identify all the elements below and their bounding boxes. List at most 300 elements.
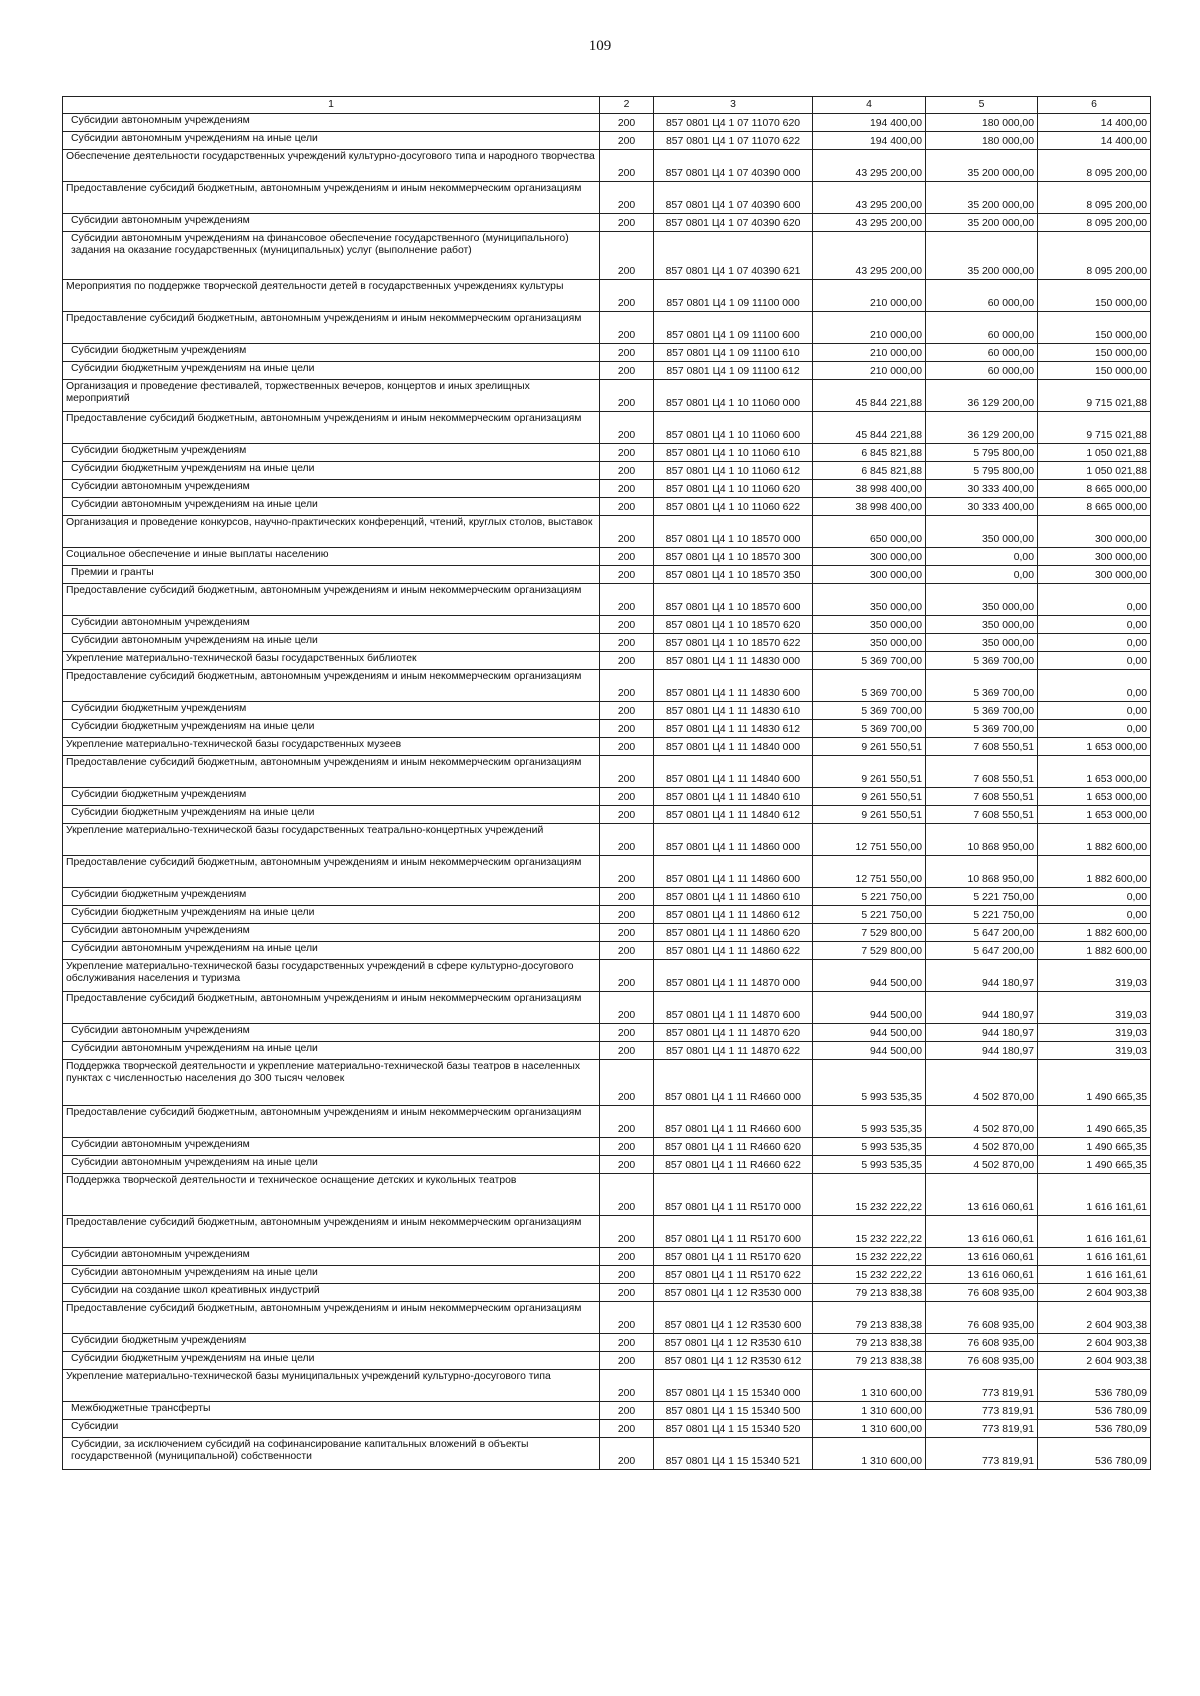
row-name-cell: Организация и проведение фестивалей, торжественных вечеров, концертов и иных зрелищных мероприятий bbox=[63, 380, 600, 412]
row-col4-value: 1 310 600,00 bbox=[813, 1402, 926, 1420]
row-code-cell: 857 0801 Ц4 1 10 18570 600 bbox=[654, 584, 813, 616]
table-row bbox=[63, 362, 1151, 380]
row-col2-cell: 200 bbox=[600, 806, 654, 824]
row-col6-value: 8 665 000,00 bbox=[1038, 498, 1151, 516]
row-name-cell: Предоставление субсидий бюджетным, автономным учреждениям и иным некоммерческим организациям bbox=[63, 992, 600, 1024]
row-col2-cell: 200 bbox=[600, 616, 654, 634]
table-row bbox=[63, 182, 1151, 214]
row-col5-value: 5 369 700,00 bbox=[926, 670, 1038, 702]
row-code-cell: 857 0801 Ц4 1 15 15340 521 bbox=[654, 1438, 813, 1470]
row-col5-value: 4 502 870,00 bbox=[926, 1138, 1038, 1156]
row-name-cell: Предоставление субсидий бюджетным, автономным учреждениям и иным некоммерческим организациям bbox=[63, 1106, 600, 1138]
row-col2-cell: 200 bbox=[600, 182, 654, 214]
row-name-cell: Предоставление субсидий бюджетным, автономным учреждениям и иным некоммерческим организациям bbox=[63, 584, 600, 616]
table-row bbox=[63, 702, 1151, 720]
row-code-cell: 857 0801 Ц4 1 10 18570 350 bbox=[654, 566, 813, 584]
row-name-cell: Межбюджетные трансферты bbox=[63, 1402, 600, 1420]
row-col6-value: 0,00 bbox=[1038, 720, 1151, 738]
row-col4-value: 350 000,00 bbox=[813, 634, 926, 652]
row-col4-value: 210 000,00 bbox=[813, 344, 926, 362]
table-row bbox=[63, 738, 1151, 756]
row-col4-value: 944 500,00 bbox=[813, 1024, 926, 1042]
row-col5-value: 36 129 200,00 bbox=[926, 412, 1038, 444]
row-col2-cell: 200 bbox=[600, 670, 654, 702]
row-col5-value: 35 200 000,00 bbox=[926, 182, 1038, 214]
row-code-cell: 857 0801 Ц4 1 11 14860 600 bbox=[654, 856, 813, 888]
table-body bbox=[63, 114, 1151, 1470]
row-col4-value: 1 310 600,00 bbox=[813, 1438, 926, 1470]
row-name-cell: Социальное обеспечение и иные выплаты населению bbox=[63, 548, 600, 566]
row-col5-value: 5 369 700,00 bbox=[926, 702, 1038, 720]
row-col4-value: 12 751 550,00 bbox=[813, 856, 926, 888]
row-col5-value: 350 000,00 bbox=[926, 516, 1038, 548]
row-col5-value: 60 000,00 bbox=[926, 280, 1038, 312]
row-col4-value: 79 213 838,38 bbox=[813, 1352, 926, 1370]
row-col5-value: 7 608 550,51 bbox=[926, 788, 1038, 806]
table-row bbox=[63, 906, 1151, 924]
row-col6-value: 9 715 021,88 bbox=[1038, 380, 1151, 412]
row-code-cell: 857 0801 Ц4 1 10 11060 000 bbox=[654, 380, 813, 412]
row-col5-value: 76 608 935,00 bbox=[926, 1334, 1038, 1352]
row-name-cell: Укрепление материально-технической базы государственных музеев bbox=[63, 738, 600, 756]
table-row bbox=[63, 480, 1151, 498]
row-col4-value: 79 213 838,38 bbox=[813, 1284, 926, 1302]
row-code-cell: 857 0801 Ц4 1 11 14840 610 bbox=[654, 788, 813, 806]
row-col4-value: 79 213 838,38 bbox=[813, 1302, 926, 1334]
row-col4-value: 5 993 535,35 bbox=[813, 1138, 926, 1156]
row-col4-value: 45 844 221,88 bbox=[813, 412, 926, 444]
row-col2-cell: 200 bbox=[600, 924, 654, 942]
row-name-cell: Субсидии bbox=[63, 1420, 600, 1438]
table-row bbox=[63, 1284, 1151, 1302]
row-col6-value: 1 616 161,61 bbox=[1038, 1216, 1151, 1248]
row-code-cell: 857 0801 Ц4 1 10 18570 000 bbox=[654, 516, 813, 548]
row-col6-value: 0,00 bbox=[1038, 616, 1151, 634]
table-row bbox=[63, 1302, 1151, 1334]
row-col4-value: 5 993 535,35 bbox=[813, 1106, 926, 1138]
row-col2-cell: 200 bbox=[600, 756, 654, 788]
column-header-5: 5 bbox=[926, 97, 1038, 114]
row-col5-value: 350 000,00 bbox=[926, 634, 1038, 652]
row-col6-value: 536 780,09 bbox=[1038, 1420, 1151, 1438]
row-col5-value: 5 795 800,00 bbox=[926, 462, 1038, 480]
row-name-cell: Предоставление субсидий бюджетным, автономным учреждениям и иным некоммерческим организациям bbox=[63, 1216, 600, 1248]
row-name-cell: Субсидии автономным учреждениям на иные цели bbox=[63, 1266, 600, 1284]
row-col4-value: 5 369 700,00 bbox=[813, 652, 926, 670]
row-code-cell: 857 0801 Ц4 1 11 R5170 620 bbox=[654, 1248, 813, 1266]
row-col6-value: 1 490 665,35 bbox=[1038, 1060, 1151, 1106]
table-row bbox=[63, 1266, 1151, 1284]
row-name-cell: Укрепление материально-технической базы государственных учреждений в сфере культурно-досугового обслуживания населения и туризма bbox=[63, 960, 600, 992]
table-row bbox=[63, 232, 1151, 280]
row-col6-value: 2 604 903,38 bbox=[1038, 1352, 1151, 1370]
row-name-cell: Субсидии автономным учреждениям на иные цели bbox=[63, 132, 600, 150]
row-col5-value: 944 180,97 bbox=[926, 1024, 1038, 1042]
row-col6-value: 1 882 600,00 bbox=[1038, 942, 1151, 960]
row-col4-value: 6 845 821,88 bbox=[813, 462, 926, 480]
column-header-4: 4 bbox=[813, 97, 926, 114]
table-row bbox=[63, 280, 1151, 312]
row-col5-value: 60 000,00 bbox=[926, 362, 1038, 380]
row-name-cell: Субсидии автономным учреждениям bbox=[63, 480, 600, 498]
row-col6-value: 0,00 bbox=[1038, 906, 1151, 924]
table-row bbox=[63, 444, 1151, 462]
row-name-cell: Предоставление субсидий бюджетным, автономным учреждениям и иным некоммерческим организациям bbox=[63, 670, 600, 702]
row-col5-value: 5 647 200,00 bbox=[926, 942, 1038, 960]
row-col6-value: 1 050 021,88 bbox=[1038, 462, 1151, 480]
row-col5-value: 5 221 750,00 bbox=[926, 906, 1038, 924]
row-col2-cell: 200 bbox=[600, 1302, 654, 1334]
row-name-cell: Субсидии автономным учреждениям на иные цели bbox=[63, 942, 600, 960]
table-row bbox=[63, 312, 1151, 344]
row-col6-value: 0,00 bbox=[1038, 584, 1151, 616]
row-code-cell: 857 0801 Ц4 1 11 14830 600 bbox=[654, 670, 813, 702]
row-name-cell: Субсидии на создание школ креативных индустрий bbox=[63, 1284, 600, 1302]
row-col5-value: 4 502 870,00 bbox=[926, 1156, 1038, 1174]
row-name-cell: Предоставление субсидий бюджетным, автономным учреждениям и иным некоммерческим организациям bbox=[63, 856, 600, 888]
row-col2-cell: 200 bbox=[600, 548, 654, 566]
row-name-cell: Предоставление субсидий бюджетным, автономным учреждениям и иным некоммерческим организациям bbox=[63, 756, 600, 788]
table-row bbox=[63, 548, 1151, 566]
table-row bbox=[63, 1402, 1151, 1420]
row-col4-value: 300 000,00 bbox=[813, 566, 926, 584]
row-name-cell: Субсидии бюджетным учреждениям на иные цели bbox=[63, 720, 600, 738]
row-code-cell: 857 0801 Ц4 1 11 14870 620 bbox=[654, 1024, 813, 1042]
row-col2-cell: 200 bbox=[600, 1042, 654, 1060]
row-col6-value: 14 400,00 bbox=[1038, 114, 1151, 132]
table-row bbox=[63, 1174, 1151, 1216]
row-col4-value: 5 221 750,00 bbox=[813, 906, 926, 924]
row-col2-cell: 200 bbox=[600, 702, 654, 720]
table-row bbox=[63, 566, 1151, 584]
row-col4-value: 944 500,00 bbox=[813, 1042, 926, 1060]
row-col2-cell: 200 bbox=[600, 960, 654, 992]
row-code-cell: 857 0801 Ц4 1 11 14870 600 bbox=[654, 992, 813, 1024]
row-code-cell: 857 0801 Ц4 1 11 R4660 622 bbox=[654, 1156, 813, 1174]
row-col5-value: 76 608 935,00 bbox=[926, 1302, 1038, 1334]
row-col2-cell: 200 bbox=[600, 132, 654, 150]
row-code-cell: 857 0801 Ц4 1 12 R3530 000 bbox=[654, 1284, 813, 1302]
row-col6-value: 300 000,00 bbox=[1038, 566, 1151, 584]
row-name-cell: Поддержка творческой деятельности и техническое оснащение детских и кукольных театров bbox=[63, 1174, 600, 1216]
row-col2-cell: 200 bbox=[600, 1248, 654, 1266]
row-col5-value: 36 129 200,00 bbox=[926, 380, 1038, 412]
row-col6-value: 319,03 bbox=[1038, 1042, 1151, 1060]
row-col6-value: 300 000,00 bbox=[1038, 516, 1151, 548]
row-col2-cell: 200 bbox=[600, 1156, 654, 1174]
row-name-cell: Субсидии бюджетным учреждениям bbox=[63, 788, 600, 806]
row-col6-value: 8 095 200,00 bbox=[1038, 232, 1151, 280]
row-col4-value: 210 000,00 bbox=[813, 280, 926, 312]
row-col2-cell: 200 bbox=[600, 720, 654, 738]
row-name-cell: Субсидии, за исключением субсидий на софинансирование капитальных вложений в объекты государственной (муниципальной) собственности bbox=[63, 1438, 600, 1470]
row-name-cell: Субсидии бюджетным учреждениям на иные цели bbox=[63, 906, 600, 924]
row-col6-value: 1 653 000,00 bbox=[1038, 756, 1151, 788]
table-row bbox=[63, 756, 1151, 788]
row-col4-value: 43 295 200,00 bbox=[813, 214, 926, 232]
row-col2-cell: 200 bbox=[600, 480, 654, 498]
table-row bbox=[63, 1370, 1151, 1402]
row-col5-value: 76 608 935,00 bbox=[926, 1284, 1038, 1302]
row-col2-cell: 200 bbox=[600, 1060, 654, 1106]
column-header-3: 3 bbox=[654, 97, 813, 114]
row-name-cell: Субсидии бюджетным учреждениям bbox=[63, 888, 600, 906]
row-col2-cell: 200 bbox=[600, 1352, 654, 1370]
row-col2-cell: 200 bbox=[600, 888, 654, 906]
row-col6-value: 150 000,00 bbox=[1038, 344, 1151, 362]
table-row bbox=[63, 516, 1151, 548]
row-col4-value: 15 232 222,22 bbox=[813, 1174, 926, 1216]
row-code-cell: 857 0801 Ц4 1 11 14830 000 bbox=[654, 652, 813, 670]
row-name-cell: Субсидии автономным учреждениям bbox=[63, 214, 600, 232]
table-row bbox=[63, 652, 1151, 670]
row-col4-value: 194 400,00 bbox=[813, 132, 926, 150]
row-name-cell: Субсидии автономным учреждениям на финансовое обеспечение государственного (муниципального) задания на оказание государственных (муниципальных) услуг (выполнение работ) bbox=[63, 232, 600, 280]
row-name-cell: Предоставление субсидий бюджетным, автономным учреждениям и иным некоммерческим организациям bbox=[63, 182, 600, 214]
row-col4-value: 15 232 222,22 bbox=[813, 1248, 926, 1266]
row-code-cell: 857 0801 Ц4 1 11 14830 610 bbox=[654, 702, 813, 720]
row-col6-value: 0,00 bbox=[1038, 888, 1151, 906]
row-col4-value: 1 310 600,00 bbox=[813, 1370, 926, 1402]
page-number: 109 bbox=[588, 38, 612, 54]
row-code-cell: 857 0801 Ц4 1 10 11060 620 bbox=[654, 480, 813, 498]
row-col4-value: 944 500,00 bbox=[813, 992, 926, 1024]
table-row bbox=[63, 1334, 1151, 1352]
row-col5-value: 10 868 950,00 bbox=[926, 856, 1038, 888]
row-code-cell: 857 0801 Ц4 1 12 R3530 612 bbox=[654, 1352, 813, 1370]
row-col4-value: 210 000,00 bbox=[813, 312, 926, 344]
row-name-cell: Предоставление субсидий бюджетным, автономным учреждениям и иным некоммерческим организациям bbox=[63, 1302, 600, 1334]
row-col6-value: 0,00 bbox=[1038, 634, 1151, 652]
table-row bbox=[63, 1420, 1151, 1438]
row-col2-cell: 200 bbox=[600, 992, 654, 1024]
row-code-cell: 857 0801 Ц4 1 10 18570 300 bbox=[654, 548, 813, 566]
row-code-cell: 857 0801 Ц4 1 11 14860 622 bbox=[654, 942, 813, 960]
row-col6-value: 0,00 bbox=[1038, 670, 1151, 702]
row-col5-value: 13 616 060,61 bbox=[926, 1216, 1038, 1248]
row-code-cell: 857 0801 Ц4 1 11 14830 612 bbox=[654, 720, 813, 738]
row-col6-value: 150 000,00 bbox=[1038, 312, 1151, 344]
row-col6-value: 0,00 bbox=[1038, 652, 1151, 670]
table-row bbox=[63, 498, 1151, 516]
row-col6-value: 8 095 200,00 bbox=[1038, 182, 1151, 214]
row-col4-value: 79 213 838,38 bbox=[813, 1334, 926, 1352]
row-col4-value: 5 221 750,00 bbox=[813, 888, 926, 906]
table-row bbox=[63, 806, 1151, 824]
table-row bbox=[63, 114, 1151, 132]
row-col5-value: 60 000,00 bbox=[926, 312, 1038, 344]
row-col4-value: 5 993 535,35 bbox=[813, 1156, 926, 1174]
row-code-cell: 857 0801 Ц4 1 09 11100 000 bbox=[654, 280, 813, 312]
row-code-cell: 857 0801 Ц4 1 07 11070 620 bbox=[654, 114, 813, 132]
table-row bbox=[63, 670, 1151, 702]
row-col5-value: 180 000,00 bbox=[926, 132, 1038, 150]
row-col2-cell: 200 bbox=[600, 566, 654, 584]
row-code-cell: 857 0801 Ц4 1 11 R4660 620 bbox=[654, 1138, 813, 1156]
row-col4-value: 7 529 800,00 bbox=[813, 942, 926, 960]
row-name-cell: Предоставление субсидий бюджетным, автономным учреждениям и иным некоммерческим организациям bbox=[63, 312, 600, 344]
row-col5-value: 35 200 000,00 bbox=[926, 232, 1038, 280]
row-code-cell: 857 0801 Ц4 1 11 R5170 600 bbox=[654, 1216, 813, 1248]
table-row bbox=[63, 132, 1151, 150]
row-col4-value: 9 261 550,51 bbox=[813, 756, 926, 788]
row-col2-cell: 200 bbox=[600, 824, 654, 856]
row-code-cell: 857 0801 Ц4 1 15 15340 520 bbox=[654, 1420, 813, 1438]
row-col4-value: 7 529 800,00 bbox=[813, 924, 926, 942]
row-col6-value: 1 653 000,00 bbox=[1038, 738, 1151, 756]
row-code-cell: 857 0801 Ц4 1 11 R5170 622 bbox=[654, 1266, 813, 1284]
row-col4-value: 210 000,00 bbox=[813, 362, 926, 380]
row-code-cell: 857 0801 Ц4 1 07 11070 622 bbox=[654, 132, 813, 150]
row-col6-value: 1 050 021,88 bbox=[1038, 444, 1151, 462]
table-row bbox=[63, 214, 1151, 232]
row-col4-value: 43 295 200,00 bbox=[813, 232, 926, 280]
row-col2-cell: 200 bbox=[600, 1106, 654, 1138]
row-col5-value: 35 200 000,00 bbox=[926, 214, 1038, 232]
row-col5-value: 13 616 060,61 bbox=[926, 1174, 1038, 1216]
row-col6-value: 9 715 021,88 bbox=[1038, 412, 1151, 444]
row-name-cell: Субсидии автономным учреждениям на иные цели bbox=[63, 1156, 600, 1174]
row-col4-value: 6 845 821,88 bbox=[813, 444, 926, 462]
row-col5-value: 60 000,00 bbox=[926, 344, 1038, 362]
row-col5-value: 30 333 400,00 bbox=[926, 498, 1038, 516]
row-name-cell: Субсидии бюджетным учреждениям на иные цели bbox=[63, 1352, 600, 1370]
table-row bbox=[63, 924, 1151, 942]
row-col5-value: 773 819,91 bbox=[926, 1370, 1038, 1402]
row-col6-value: 2 604 903,38 bbox=[1038, 1334, 1151, 1352]
row-col2-cell: 200 bbox=[600, 942, 654, 960]
row-col4-value: 9 261 550,51 bbox=[813, 738, 926, 756]
row-col4-value: 15 232 222,22 bbox=[813, 1216, 926, 1248]
row-col5-value: 180 000,00 bbox=[926, 114, 1038, 132]
row-col2-cell: 200 bbox=[600, 344, 654, 362]
row-col5-value: 7 608 550,51 bbox=[926, 806, 1038, 824]
table-row bbox=[63, 1024, 1151, 1042]
row-code-cell: 857 0801 Ц4 1 15 15340 500 bbox=[654, 1402, 813, 1420]
row-name-cell: Укрепление материально-технической базы государственных театрально-концертных учреждений bbox=[63, 824, 600, 856]
row-col6-value: 1 653 000,00 bbox=[1038, 788, 1151, 806]
column-header-6: 6 bbox=[1038, 97, 1151, 114]
row-col6-value: 1 653 000,00 bbox=[1038, 806, 1151, 824]
row-col2-cell: 200 bbox=[600, 1438, 654, 1470]
row-col4-value: 43 295 200,00 bbox=[813, 182, 926, 214]
row-code-cell: 857 0801 Ц4 1 07 40390 621 bbox=[654, 232, 813, 280]
row-col5-value: 773 819,91 bbox=[926, 1438, 1038, 1470]
row-col6-value: 0,00 bbox=[1038, 702, 1151, 720]
table-row bbox=[63, 616, 1151, 634]
row-col2-cell: 200 bbox=[600, 1138, 654, 1156]
row-col6-value: 1 616 161,61 bbox=[1038, 1174, 1151, 1216]
row-code-cell: 857 0801 Ц4 1 09 11100 610 bbox=[654, 344, 813, 362]
row-code-cell: 857 0801 Ц4 1 11 R5170 000 bbox=[654, 1174, 813, 1216]
row-col4-value: 650 000,00 bbox=[813, 516, 926, 548]
row-name-cell: Организация и проведение конкурсов, научно-практических конференций, чтений, круглых столов, выставок bbox=[63, 516, 600, 548]
row-code-cell: 857 0801 Ц4 1 10 11060 600 bbox=[654, 412, 813, 444]
row-name-cell: Субсидии бюджетным учреждениям bbox=[63, 1334, 600, 1352]
row-col2-cell: 200 bbox=[600, 280, 654, 312]
row-col6-value: 150 000,00 bbox=[1038, 362, 1151, 380]
row-col5-value: 5 647 200,00 bbox=[926, 924, 1038, 942]
row-col6-value: 1 490 665,35 bbox=[1038, 1156, 1151, 1174]
row-col6-value: 14 400,00 bbox=[1038, 132, 1151, 150]
row-col5-value: 4 502 870,00 bbox=[926, 1060, 1038, 1106]
row-col5-value: 10 868 950,00 bbox=[926, 824, 1038, 856]
row-col4-value: 43 295 200,00 bbox=[813, 150, 926, 182]
row-col5-value: 7 608 550,51 bbox=[926, 756, 1038, 788]
row-code-cell: 857 0801 Ц4 1 12 R3530 600 bbox=[654, 1302, 813, 1334]
row-code-cell: 857 0801 Ц4 1 11 R4660 000 bbox=[654, 1060, 813, 1106]
row-name-cell: Субсидии автономным учреждениям bbox=[63, 616, 600, 634]
row-col2-cell: 200 bbox=[600, 584, 654, 616]
table-row bbox=[63, 942, 1151, 960]
row-name-cell: Субсидии автономным учреждениям bbox=[63, 1024, 600, 1042]
row-code-cell: 857 0801 Ц4 1 10 11060 610 bbox=[654, 444, 813, 462]
row-code-cell: 857 0801 Ц4 1 10 11060 612 bbox=[654, 462, 813, 480]
row-name-cell: Субсидии бюджетным учреждениям bbox=[63, 444, 600, 462]
row-code-cell: 857 0801 Ц4 1 15 15340 000 bbox=[654, 1370, 813, 1402]
row-col5-value: 4 502 870,00 bbox=[926, 1106, 1038, 1138]
table-row bbox=[63, 462, 1151, 480]
row-col4-value: 350 000,00 bbox=[813, 616, 926, 634]
row-name-cell: Субсидии бюджетным учреждениям на иные цели bbox=[63, 362, 600, 380]
row-col4-value: 9 261 550,51 bbox=[813, 806, 926, 824]
row-name-cell: Субсидии автономным учреждениям на иные цели bbox=[63, 634, 600, 652]
row-name-cell: Премии и гранты bbox=[63, 566, 600, 584]
row-col6-value: 8 095 200,00 bbox=[1038, 150, 1151, 182]
row-col4-value: 944 500,00 bbox=[813, 960, 926, 992]
row-code-cell: 857 0801 Ц4 1 11 14870 000 bbox=[654, 960, 813, 992]
row-col4-value: 9 261 550,51 bbox=[813, 788, 926, 806]
table-row bbox=[63, 1438, 1151, 1470]
row-col5-value: 0,00 bbox=[926, 548, 1038, 566]
row-col5-value: 350 000,00 bbox=[926, 584, 1038, 616]
row-col5-value: 350 000,00 bbox=[926, 616, 1038, 634]
row-col2-cell: 200 bbox=[600, 498, 654, 516]
row-name-cell: Субсидии автономным учреждениям на иные цели bbox=[63, 498, 600, 516]
row-col4-value: 350 000,00 bbox=[813, 584, 926, 616]
row-code-cell: 857 0801 Ц4 1 07 40390 600 bbox=[654, 182, 813, 214]
row-col2-cell: 200 bbox=[600, 462, 654, 480]
row-col2-cell: 200 bbox=[600, 380, 654, 412]
table-row bbox=[63, 1248, 1151, 1266]
table-row bbox=[63, 150, 1151, 182]
row-name-cell: Субсидии автономным учреждениям bbox=[63, 1248, 600, 1266]
row-col2-cell: 200 bbox=[600, 1334, 654, 1352]
row-name-cell: Субсидии бюджетным учреждениям на иные цели bbox=[63, 462, 600, 480]
row-col6-value: 300 000,00 bbox=[1038, 548, 1151, 566]
row-col2-cell: 200 bbox=[600, 1216, 654, 1248]
row-col5-value: 13 616 060,61 bbox=[926, 1248, 1038, 1266]
table-row bbox=[63, 1042, 1151, 1060]
row-col6-value: 319,03 bbox=[1038, 992, 1151, 1024]
row-col6-value: 8 095 200,00 bbox=[1038, 214, 1151, 232]
row-col5-value: 773 819,91 bbox=[926, 1420, 1038, 1438]
row-col5-value: 944 180,97 bbox=[926, 1042, 1038, 1060]
row-col5-value: 944 180,97 bbox=[926, 960, 1038, 992]
table-row bbox=[63, 634, 1151, 652]
row-col2-cell: 200 bbox=[600, 150, 654, 182]
row-col4-value: 5 369 700,00 bbox=[813, 702, 926, 720]
row-code-cell: 857 0801 Ц4 1 11 14840 000 bbox=[654, 738, 813, 756]
row-col4-value: 5 993 535,35 bbox=[813, 1060, 926, 1106]
row-col6-value: 8 665 000,00 bbox=[1038, 480, 1151, 498]
row-name-cell: Субсидии бюджетным учреждениям на иные цели bbox=[63, 806, 600, 824]
row-col2-cell: 200 bbox=[600, 362, 654, 380]
row-col4-value: 45 844 221,88 bbox=[813, 380, 926, 412]
row-col4-value: 1 310 600,00 bbox=[813, 1420, 926, 1438]
row-col5-value: 944 180,97 bbox=[926, 992, 1038, 1024]
row-col2-cell: 200 bbox=[600, 1266, 654, 1284]
